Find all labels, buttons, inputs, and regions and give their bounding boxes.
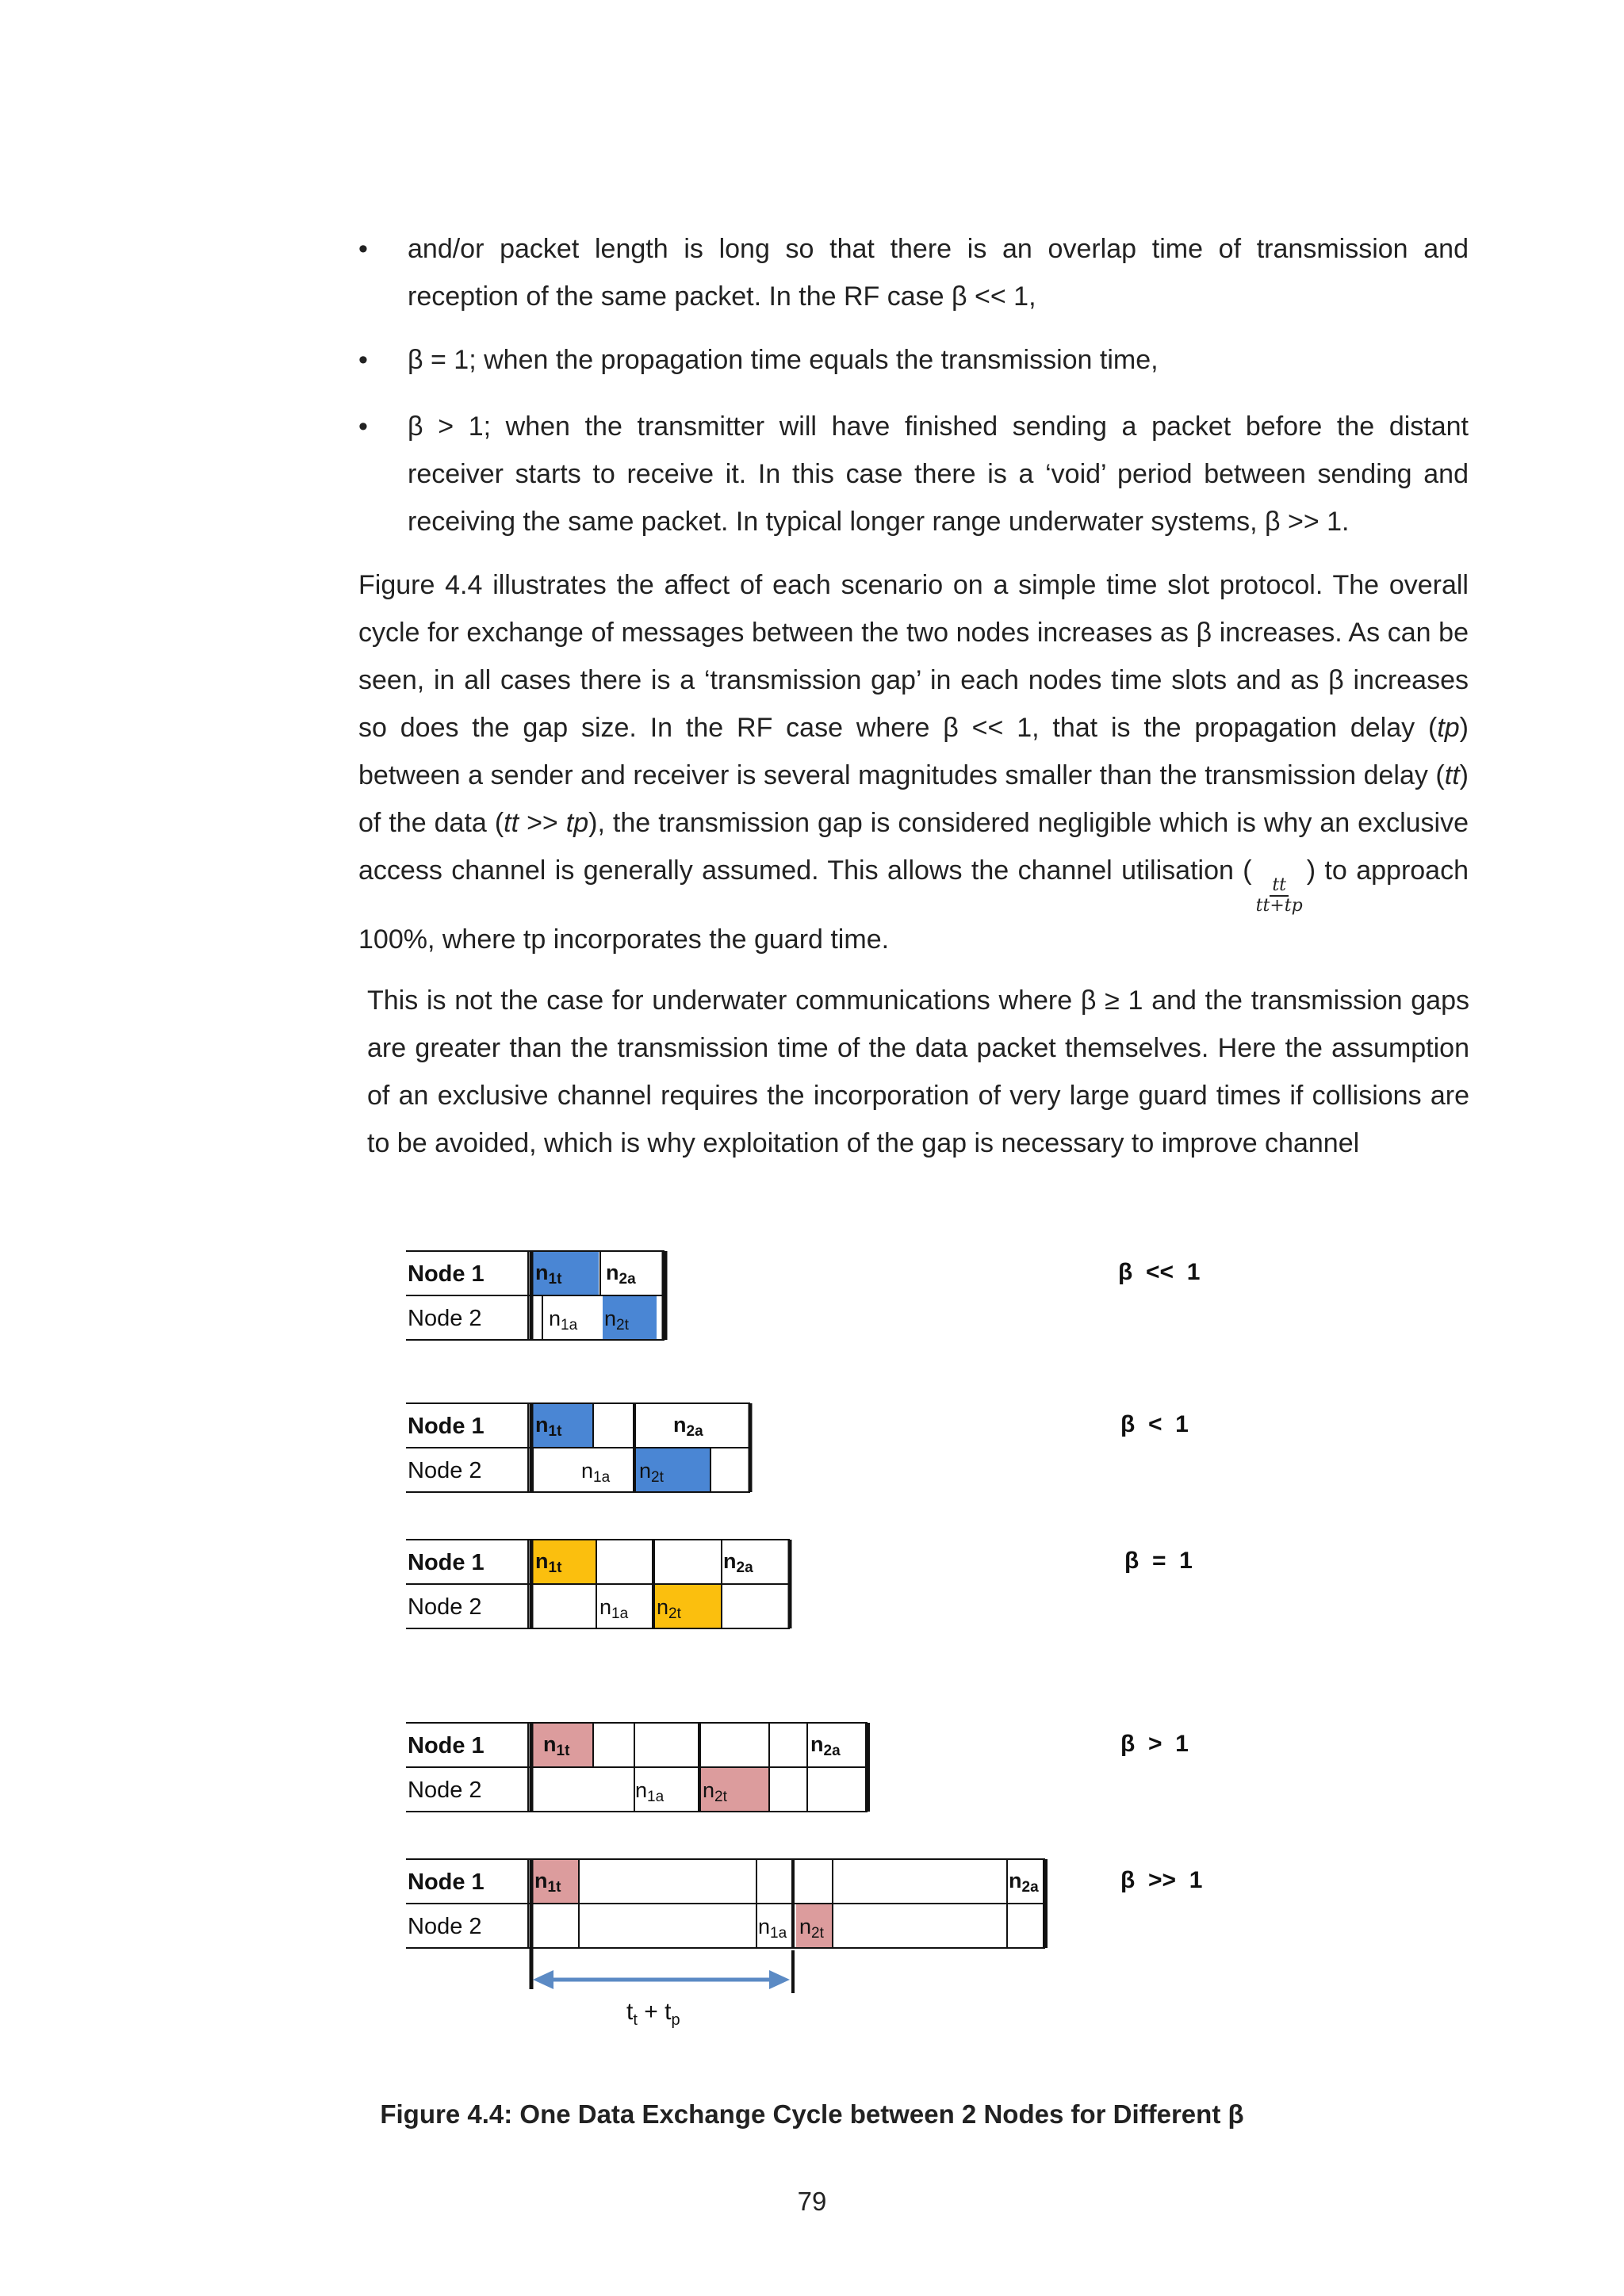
n2t-label: n2t — [657, 1595, 681, 1622]
beta-label: β << 1 — [1118, 1259, 1201, 1285]
page-number: 79 — [797, 2187, 827, 2216]
n2t-label: n2t — [639, 1459, 664, 1486]
bullet-dot: • — [358, 411, 368, 442]
beta-label: β = 1 — [1124, 1548, 1193, 1574]
n1t-label: n1t — [535, 1413, 562, 1440]
node2-label: Node 2 — [408, 1458, 482, 1483]
body-paragraph: This is not the case for underwater communications where β ≥ 1 and the transmission gaps are greater than the transmission time of the data packet themselves. Here the assumption of an exclusive channel requires the incorporation of very large guard times if collisions are to be avoided, which is why exploitation of the gap is necessary to improve channel — [367, 985, 1469, 1158]
figure-caption: Figure 4.4: One Data Exchange Cycle between 2 Nodes for Different β — [380, 2099, 1244, 2129]
bullet-text: and/or packet length is long so that there is an overlap time of transmission and reception of the same packet. In the RF case β << 1, — [408, 234, 1469, 312]
arrow-head-right — [769, 1970, 790, 1989]
utilisation-fraction: $\frac{tt}{tt+tp}$ — [1255, 875, 1303, 916]
n1a-label: n1a — [635, 1778, 665, 1805]
node2-label: Node 2 — [408, 1914, 482, 1939]
node1-label: Node 1 — [408, 1869, 485, 1895]
n1a-label: n1a — [549, 1307, 578, 1334]
node2-label: Node 2 — [408, 1306, 482, 1331]
beta-label: β > 1 — [1120, 1731, 1189, 1757]
n2t-label: n2t — [799, 1915, 824, 1942]
bullet-dot: • — [358, 234, 368, 264]
n2t-label: n2t — [703, 1778, 727, 1805]
bullet-dot: • — [358, 345, 368, 375]
bullet-text: β = 1; when the propagation time equals the transmission time, — [408, 345, 1159, 375]
n2a-label: n2a — [606, 1261, 636, 1288]
n1t-label: n1t — [535, 1261, 562, 1288]
n2t-label: n2t — [604, 1307, 629, 1334]
cycle-length-label: $t_t + t_p$ — [626, 1999, 680, 2029]
beta-label: β >> 1 — [1120, 1867, 1203, 1893]
n1a-label: n1a — [758, 1915, 787, 1942]
node1-label: Node 1 — [408, 1261, 485, 1287]
bullet-text: β > 1; when the transmitter will have finished sending a packet before the distant receiver starts to receive it. In this case there is a ‘void’ period between sending and receiving the same packet. In typical longer range underwater systems, β >> 1. — [408, 411, 1469, 537]
node1-label: Node 1 — [408, 1414, 485, 1439]
n2a-label: n2a — [1009, 1869, 1039, 1896]
n1t-label: n1t — [535, 1549, 562, 1576]
n2a-label: n2a — [673, 1413, 703, 1440]
n2a-label: n2a — [723, 1549, 753, 1576]
body-paragraph: Figure 4.4 illustrates the affect of each scenario on a simple time slot protocol. The overall cycle for exchange of messages between the two nodes increases as β increases. As can be seen, in all cases there is a ‘transmission gap’ in each nodes time slots and as β increases so does the gap size. In the RF case where β << 1, that is the propagation delay (tp) between a sender and receiver is several magnitudes smaller than the transmission delay (tt) of the data (tt >> tp), the transmission gap is considered negligible which is why an exclusive access channel is generally assumed. This allows the channel utilisation ( $\frac{tt}{tt+tp}$ ) to approach 100%, where tp incorporates the guard time. — [358, 570, 1469, 955]
node2-label: Node 2 — [408, 1777, 482, 1803]
n1a-label: n1a — [599, 1595, 629, 1622]
beta-label: β < 1 — [1120, 1411, 1189, 1437]
node1-label: Node 1 — [408, 1550, 485, 1575]
node1-label: Node 1 — [408, 1733, 485, 1758]
n1t-label: n1t — [534, 1869, 561, 1896]
n1t-label: n1t — [543, 1732, 570, 1759]
node2-label: Node 2 — [408, 1594, 482, 1620]
n1a-label: n1a — [581, 1459, 611, 1486]
n2a-label: n2a — [810, 1732, 841, 1759]
arrow-head-left — [533, 1970, 553, 1989]
